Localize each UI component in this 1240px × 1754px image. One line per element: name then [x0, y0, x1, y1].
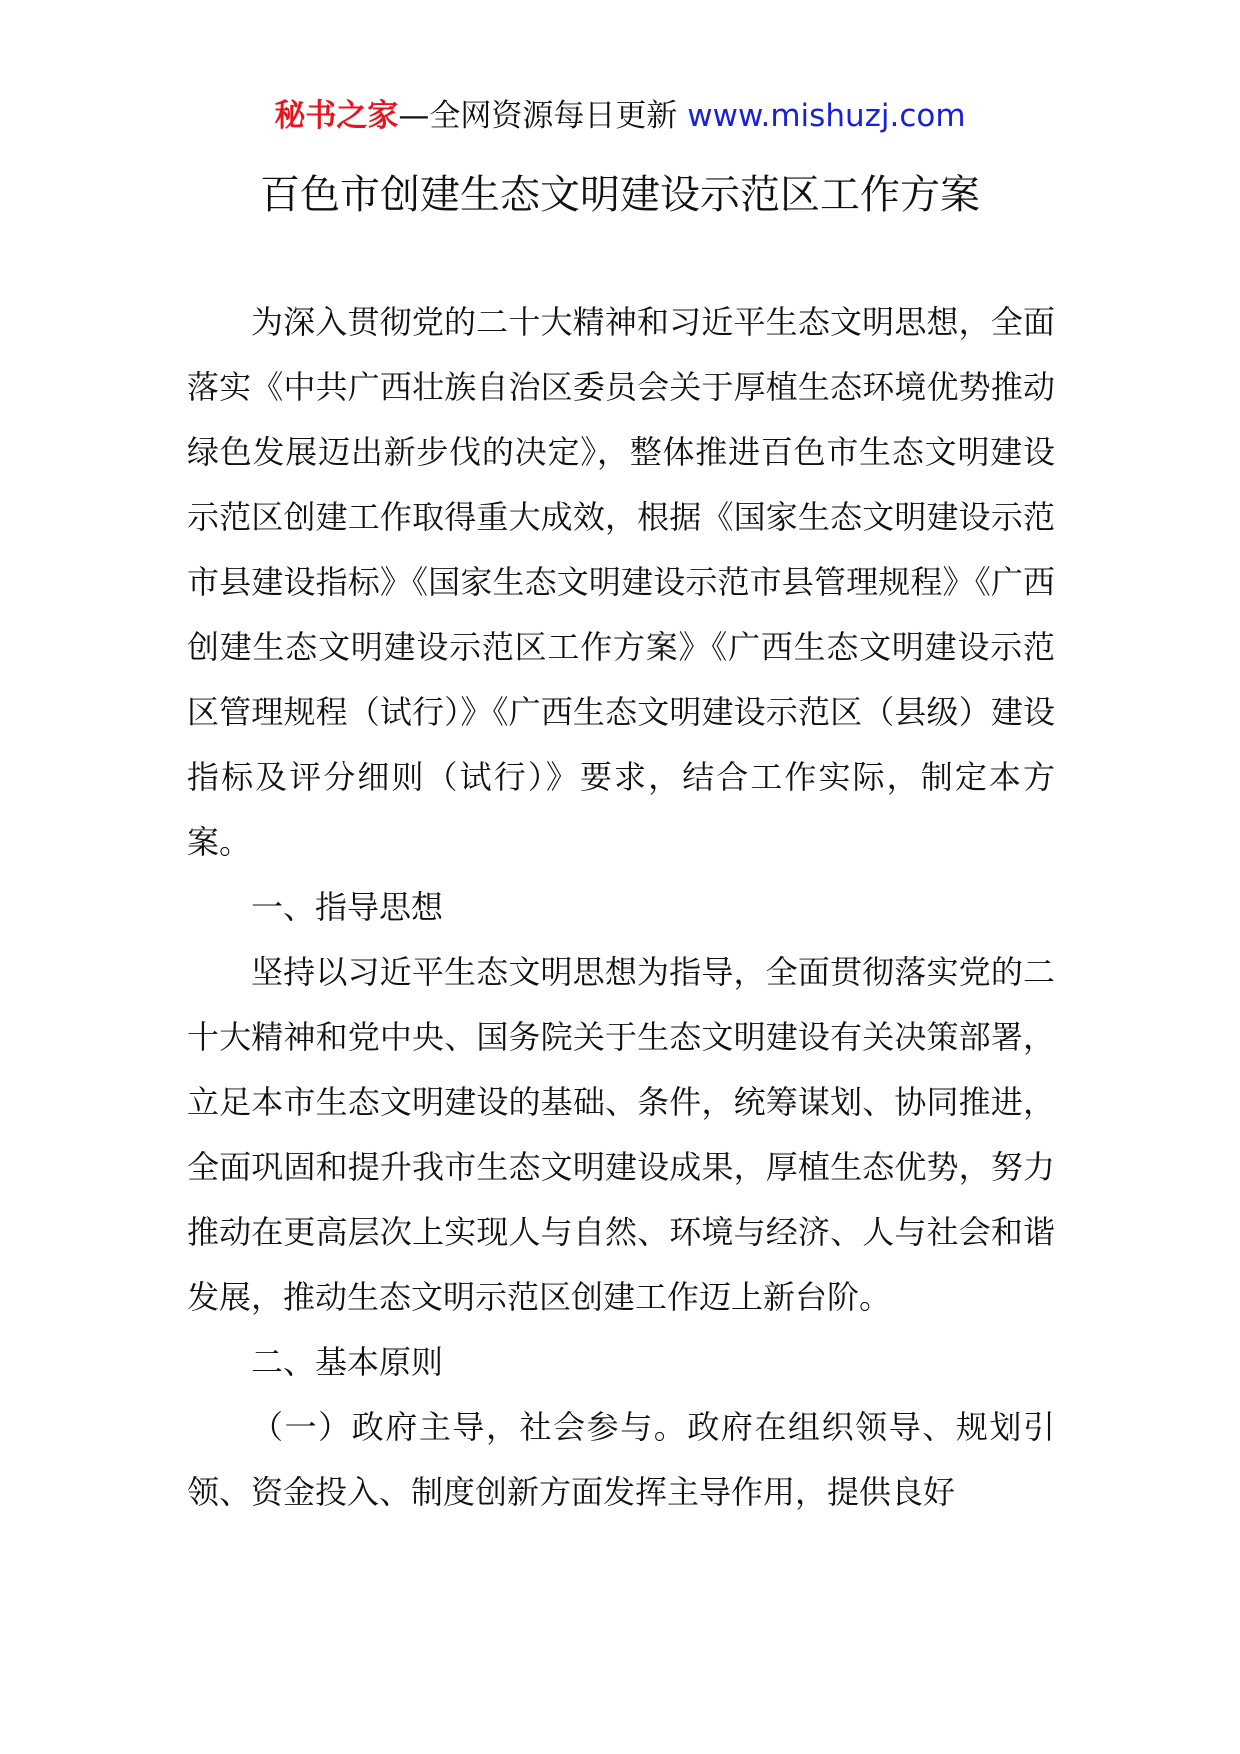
- section-heading-guiding-ideology: 一、指导思想: [251, 888, 444, 926]
- document-title: 百色市创建生态文明建设示范区工作方案: [260, 172, 980, 218]
- intro-paragraph: 为深入贯彻党的二十大精神和习近平生态文明思想，全面落实《中共广西壮族自治区委员会关于厚植生态环境优势推动绿色发展迈出新步伐的决定》，整体推进百色市生态文明建设示范区创建工作取得重大成效，根据《国家生态文明建设示范市县建设指标》《国家生态文明建设示范市县管理规程》《广西创建生态文明建设示范区工作方案》《广西生态文明建设示范区管理规程（试行）》《广西生态文明建设示范区（县级）建设指标及评分细则（试行）》要求，结合工作实际，制定本方案。: [187, 303, 1055, 861]
- banner-brand: 秘书之家: [274, 98, 399, 134]
- site-banner: [0, 92, 1240, 140]
- banner-site-link[interactable]: www.mishuzj.com: [687, 98, 966, 134]
- section-heading-basic-principles: 二、基本原则: [251, 1343, 444, 1381]
- principle-item-1: （一）政府主导，社会参与。政府在组织领导、规划引领、资金投入、制度创新方面发挥主导作用，提供良好: [187, 1408, 1055, 1511]
- guiding-ideology-paragraph: 坚持以习近平生态文明思想为指导，全面贯彻落实党的二十大精神和党中央、国务院关于生态文明建设有关决策部署，立足本市生态文明建设的基础、条件，统筹谋划、协同推进，全面巩固和提升我市生态文明建设成果，厚植生态优势，努力推动在更高层次上实现人与自然、环境与经济、人与社会和谐发展，推动生态文明示范区创建工作迈上新台阶。: [187, 953, 1055, 1316]
- document-body: [187, 290, 1055, 1525]
- banner-tagline: —全网资源每日更新: [398, 98, 678, 134]
